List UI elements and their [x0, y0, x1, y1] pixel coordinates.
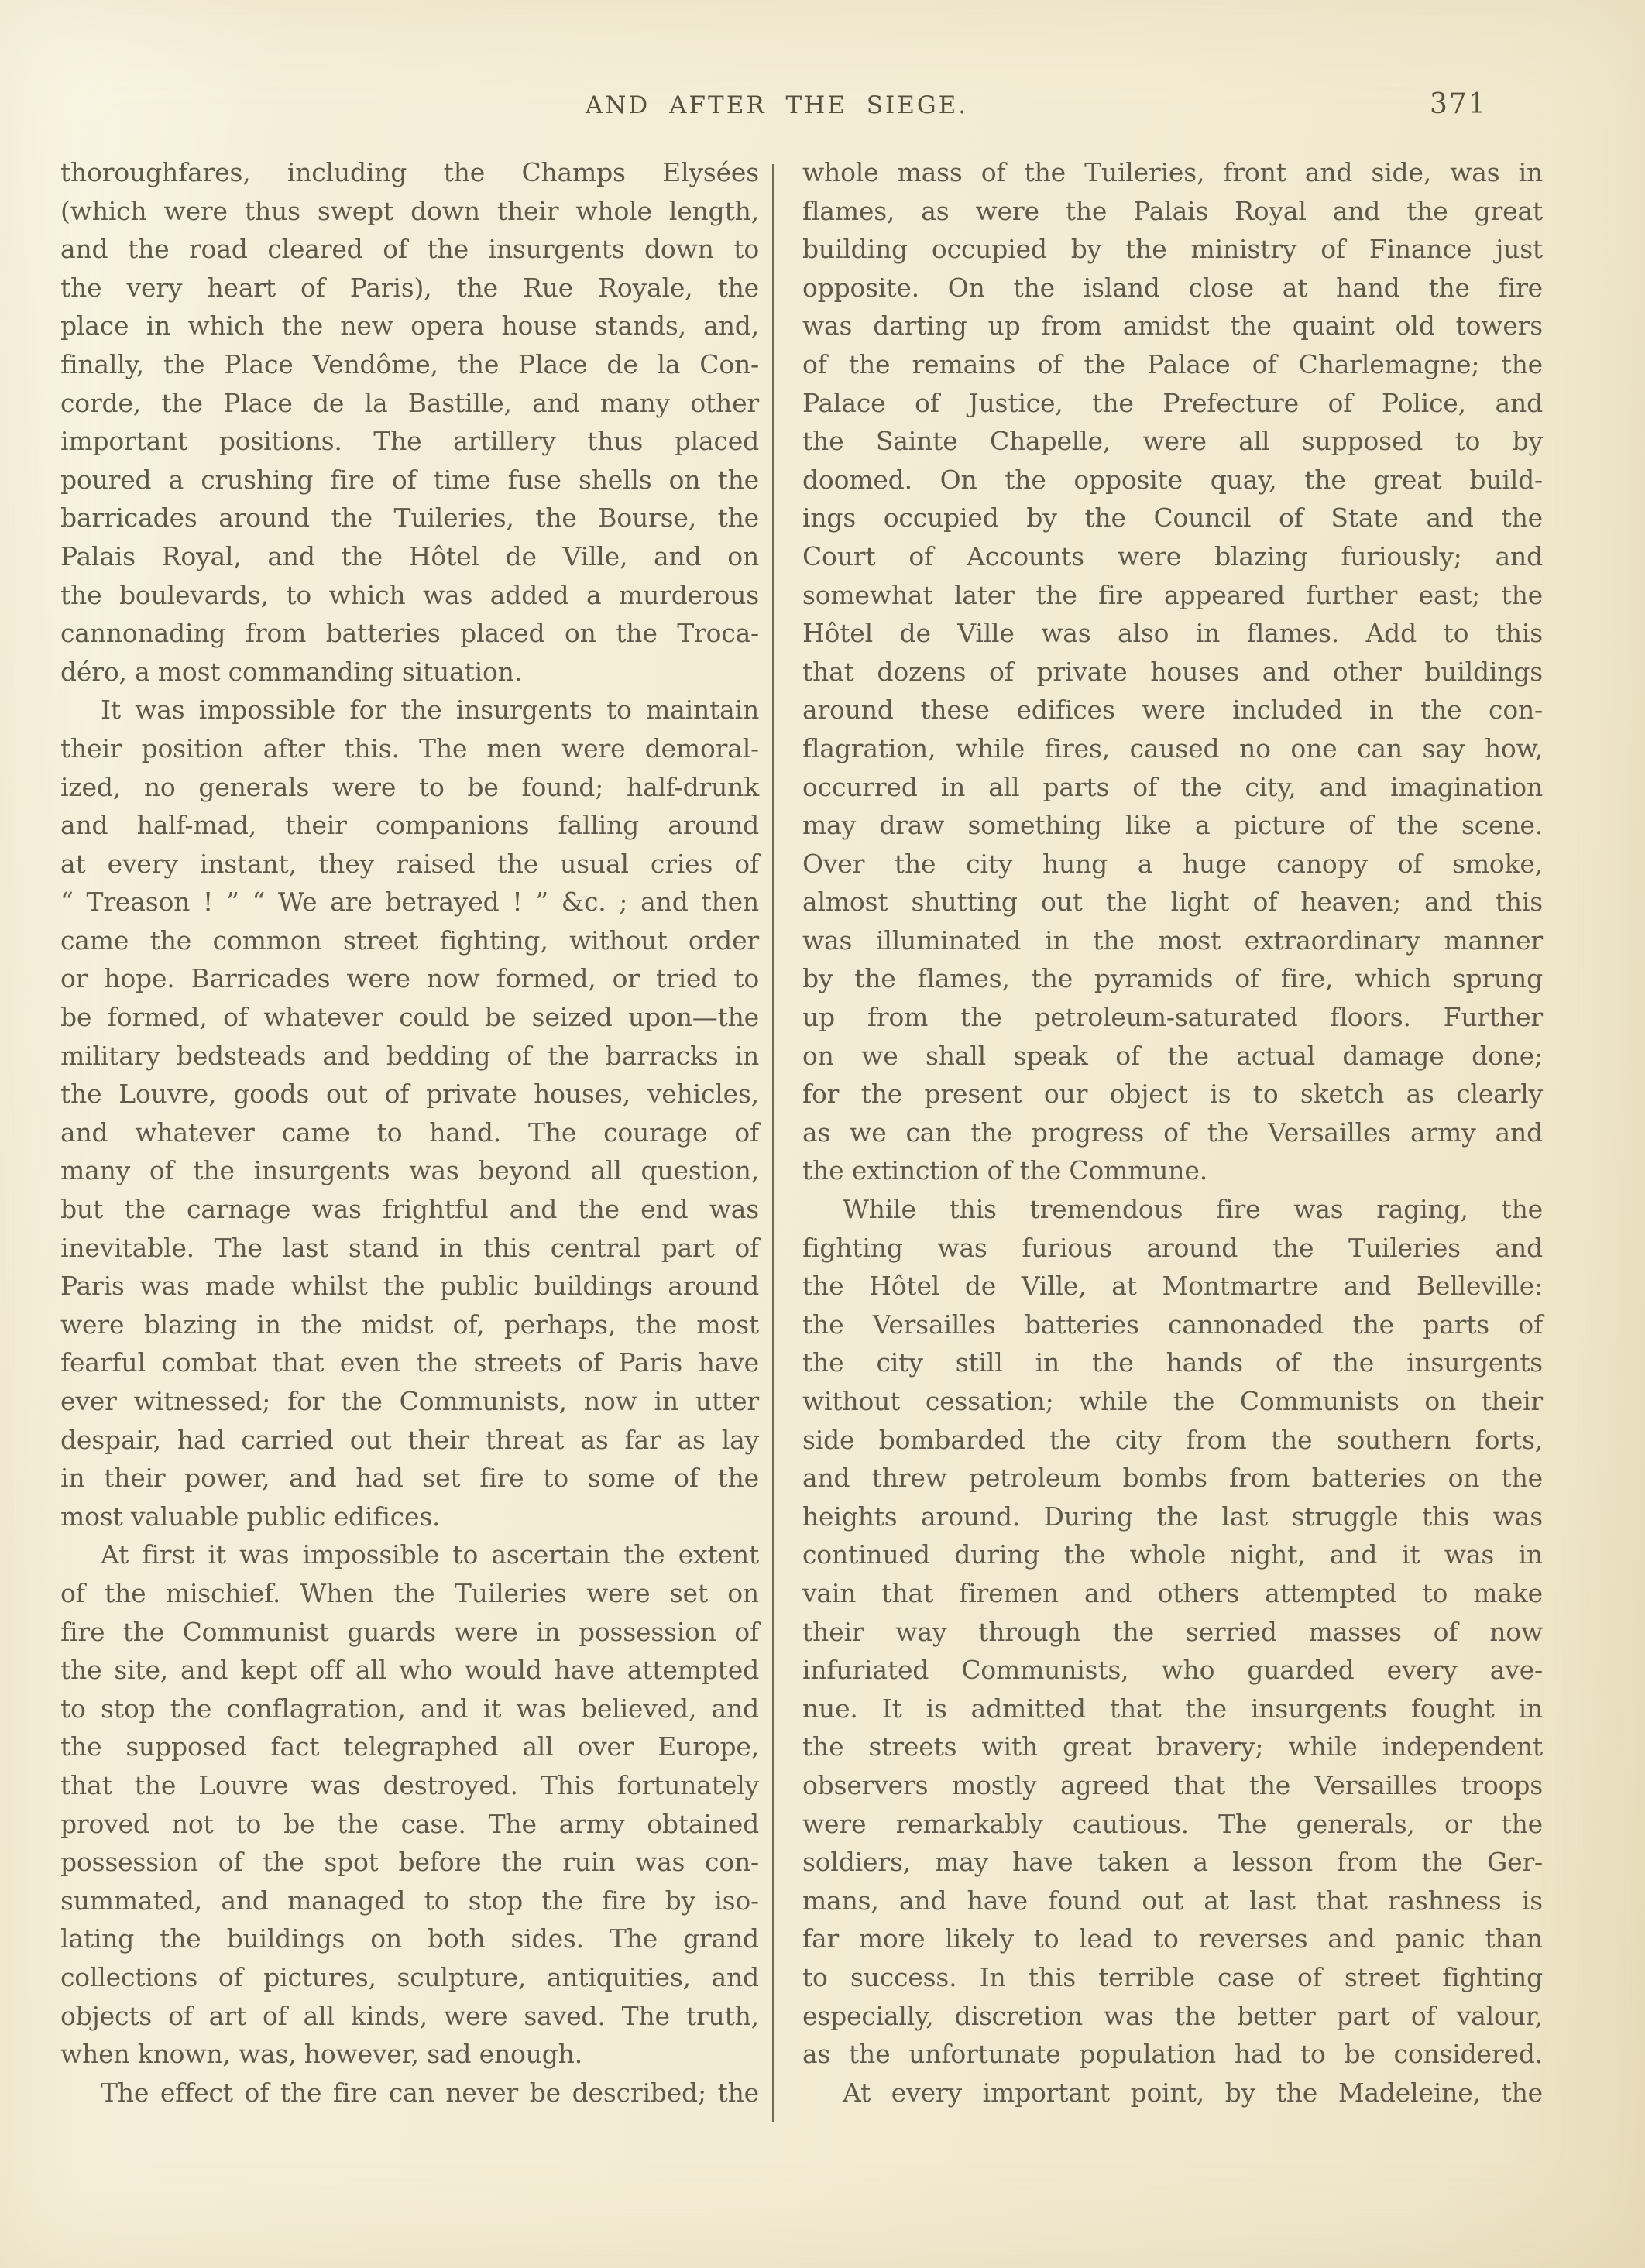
- text-line: many of the insurgents was beyond all question,: [60, 1155, 759, 1186]
- text-line: around these edifices were included in the con-: [802, 695, 1543, 726]
- text-line: thoroughfares, including the Champs Elysées: [60, 157, 759, 187]
- text-line: whole mass of the Tuileries, front and side, was in: [802, 157, 1543, 187]
- text-line: continued during the whole night, and it was in: [802, 1539, 1543, 1570]
- text-line: heights around. During the last struggle this was: [802, 1501, 1543, 1532]
- text-column-left: [60, 153, 759, 2112]
- text-line: the boulevards, to which was added a murderous: [60, 579, 759, 610]
- text-line: poured a crushing fire of time fuse shells on the: [60, 464, 759, 495]
- text-line: despair, had carried out their threat as far as lay: [60, 1424, 759, 1455]
- text-line: The effect of the fire can never be described; the: [101, 2077, 759, 2108]
- text-line: summated, and managed to stop the fire by iso-: [60, 1885, 759, 1916]
- text-line: Paris was made whilst the public buildings around: [60, 1271, 759, 1302]
- text-line: somewhat later the fire appeared further east; the: [802, 579, 1543, 610]
- text-line: (which were thus swept down their whole length,: [60, 195, 759, 226]
- text-line: the extinction of the Commune.: [802, 1155, 1207, 1186]
- text-line: the very heart of Paris), the Rue Royale, the: [60, 272, 759, 303]
- text-line: Palace of Justice, the Prefecture of Police, and: [802, 387, 1543, 418]
- text-line: Palais Royal, and the Hôtel de Ville, and on: [60, 540, 759, 571]
- text-line: without cessation; while the Communists on their: [802, 1386, 1543, 1416]
- text-line: of the mischief. When the Tuileries were set on: [60, 1577, 759, 1608]
- text-line: at every instant, they raised the usual cries of: [60, 848, 759, 879]
- text-line: ized, no generals were to be found; half-drunk: [60, 771, 759, 802]
- text-line: the city still in the hands of the insurgents: [802, 1347, 1543, 1378]
- text-line: but the carnage was frightful and the end was: [60, 1194, 759, 1225]
- text-line: Court of Accounts were blazing furiously; and: [802, 540, 1543, 571]
- text-line: the streets with great bravery; while independent: [802, 1731, 1543, 1762]
- running-head: AND AFTER THE SIEGE.: [585, 91, 969, 119]
- text-line: the Versailles batteries cannonaded the parts of: [802, 1309, 1543, 1340]
- text-line: were blazing in the midst of, perhaps, the most: [60, 1309, 759, 1340]
- column-divider-rule: [772, 164, 774, 2122]
- text-line: may draw something like a picture of the scene.: [802, 810, 1543, 841]
- text-line: was illuminated in the most extraordinary manner: [802, 925, 1543, 956]
- text-line: on we shall speak of the actual damage done;: [802, 1040, 1543, 1071]
- text-line: and threw petroleum bombs from batteries on the: [802, 1463, 1543, 1494]
- text-line: ings occupied by the Council of State and the: [802, 503, 1543, 534]
- text-line: fearful combat that even the streets of Paris have: [60, 1347, 759, 1378]
- text-line: collections of pictures, sculpture, antiquities, and: [60, 1961, 759, 1992]
- text-line: the site, and kept off all who would have attempted: [60, 1655, 759, 1686]
- text-line: While this tremendous fire was raging, the: [843, 1194, 1543, 1225]
- text-line: their position after this. The men were demoral-: [60, 733, 759, 763]
- text-line: up from the petroleum-saturated floors. Further: [802, 1002, 1543, 1033]
- text-line: and whatever came to hand. The courage of: [60, 1117, 759, 1148]
- text-line: that dozens of private houses and other buildings: [802, 656, 1543, 687]
- text-line: nue. It is admitted that the insurgents fought in: [802, 1693, 1543, 1724]
- text-line: almost shutting out the light of heaven; and this: [802, 887, 1543, 918]
- text-line: flagration, while fires, caused no one can say how,: [802, 733, 1543, 763]
- text-line: proved not to be the case. The army obtained: [60, 1808, 759, 1839]
- text-line: It was impossible for the insurgents to maintain: [101, 695, 759, 726]
- text-line: corde, the Place de la Bastille, and many other: [60, 387, 759, 418]
- text-line: came the common street fighting, without order: [60, 925, 759, 956]
- text-line: the supposed fact telegraphed all over Europe,: [60, 1731, 759, 1762]
- text-line: military bedsteads and bedding of the barracks in: [60, 1040, 759, 1071]
- text-line: as we can the progress of the Versailles army and: [802, 1117, 1543, 1148]
- text-line: inevitable. The last stand in this central part of: [60, 1232, 759, 1263]
- text-line: building occupied by the ministry of Finance just: [802, 234, 1543, 265]
- text-line: be formed, of whatever could be seized upon—the: [60, 1002, 759, 1033]
- page-number: 371: [1430, 88, 1488, 120]
- text-line: far more likely to lead to reverses and panic than: [802, 1923, 1543, 1954]
- text-line: ever witnessed; for the Communists, now in utter: [60, 1386, 759, 1416]
- text-line: déro, a most commanding situation.: [60, 656, 522, 687]
- text-line: the Hôtel de Ville, at Montmartre and Belleville:: [802, 1271, 1543, 1302]
- text-line: and the road cleared of the insurgents down to: [60, 234, 759, 265]
- text-line: Hôtel de Ville was also in flames. Add to this: [802, 618, 1543, 649]
- text-line: important positions. The artillery thus placed: [60, 426, 759, 457]
- text-column-right: [802, 153, 1543, 2112]
- text-line: as the unfortunate population had to be considered.: [802, 2039, 1543, 2070]
- text-line: especially, discretion was the better part of valour,: [802, 2000, 1543, 2031]
- text-line: were remarkably cautious. The generals, or the: [802, 1808, 1543, 1839]
- text-line: “ Treason ! ” “ We are betrayed ! ” &c. ; and then: [60, 887, 759, 918]
- text-line: At every important point, by the Madeleine, the: [843, 2077, 1543, 2108]
- text-line: lating the buildings on both sides. The grand: [60, 1923, 759, 1954]
- text-line: opposite. On the island close at hand the fire: [802, 272, 1543, 303]
- text-line: place in which the new opera house stands, and,: [60, 311, 759, 341]
- text-line: occurred in all parts of the city, and imagination: [802, 771, 1543, 802]
- text-line: mans, and have found out at last that rashness is: [802, 1885, 1543, 1916]
- text-line: fighting was furious around the Tuileries and: [802, 1232, 1543, 1263]
- text-line: that the Louvre was destroyed. This fortunately: [60, 1769, 759, 1800]
- text-line: fire the Communist guards were in possession of: [60, 1616, 759, 1647]
- text-line: doomed. On the opposite quay, the great build-: [802, 464, 1543, 495]
- text-line: for the present our object is to sketch as clearly: [802, 1079, 1543, 1110]
- text-line: barricades around the Tuileries, the Bourse, the: [60, 503, 759, 534]
- text-line: At first it was impossible to ascertain the extent: [101, 1539, 759, 1570]
- text-line: cannonading from batteries placed on the Troca-: [60, 618, 759, 649]
- text-line: vain that firemen and others attempted to make: [802, 1577, 1543, 1608]
- text-line: when known, was, however, sad enough.: [60, 2039, 582, 2070]
- text-line: in their power, and had set fire to some of the: [60, 1463, 759, 1494]
- text-line: soldiers, may have taken a lesson from the Ger-: [802, 1847, 1543, 1878]
- text-line: or hope. Barricades were now formed, or tried to: [60, 963, 759, 994]
- text-line: to stop the conflagration, and it was believed, and: [60, 1693, 759, 1724]
- text-line: flames, as were the Palais Royal and the great: [802, 195, 1543, 226]
- text-line: infuriated Communists, who guarded every ave-: [802, 1655, 1543, 1686]
- text-line: to success. In this terrible case of street fighting: [802, 1961, 1543, 1992]
- text-line: most valuable public edifices.: [60, 1501, 441, 1532]
- text-line: their way through the serried masses of now: [802, 1616, 1543, 1647]
- text-line: was darting up from amidst the quaint old towers: [802, 311, 1543, 341]
- text-line: by the flames, the pyramids of fire, which sprung: [802, 963, 1543, 994]
- text-line: side bombarded the city from the southern forts,: [802, 1424, 1543, 1455]
- text-line: and half-mad, their companions falling around: [60, 810, 759, 841]
- text-line: the Louvre, goods out of private houses, vehicles,: [60, 1079, 759, 1110]
- text-line: finally, the Place Vendôme, the Place de la Con-: [60, 348, 759, 379]
- text-line: Over the city hung a huge canopy of smoke,: [802, 848, 1543, 879]
- text-line: of the remains of the Palace of Charlemagne; the: [802, 348, 1543, 379]
- text-line: possession of the spot before the ruin was con-: [60, 1847, 759, 1878]
- text-line: objects of art of all kinds, were saved. The truth,: [60, 2000, 759, 2031]
- text-line: the Sainte Chapelle, were all supposed to by: [802, 426, 1543, 457]
- text-line: observers mostly agreed that the Versailles troops: [802, 1769, 1543, 1800]
